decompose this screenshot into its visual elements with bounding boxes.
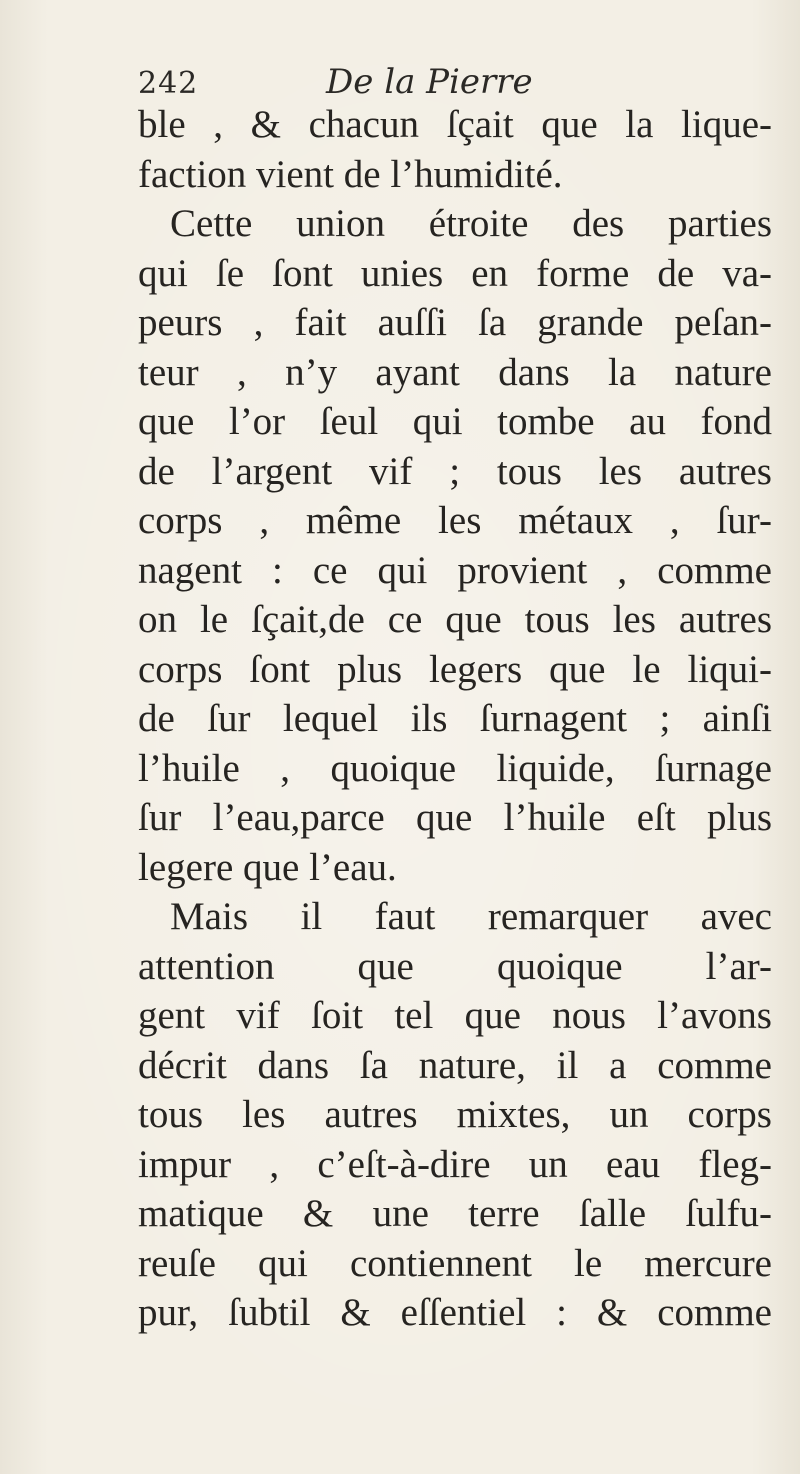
text-line: ſur l’eau,parce que l’huile eſt plus bbox=[138, 796, 772, 839]
body-text bbox=[138, 100, 772, 1338]
text-line: legere que l’eau. bbox=[138, 845, 397, 889]
text-line: impur , c’eſt-à-dire un eau fleg- bbox=[138, 1142, 772, 1186]
text-line: attention que quoique l’ar- bbox=[138, 944, 772, 988]
text-line: matique & une terre ſalle ſulfu- bbox=[138, 1192, 772, 1235]
text-line: l’huile , quoique liquide, ſurnage bbox=[138, 746, 772, 790]
text-line: corps ſont plus legers que le liqui- bbox=[138, 647, 772, 691]
text-line: de ſur lequel ils ſurnagent ; ainſi bbox=[138, 697, 772, 740]
text-line: tous les autres mixtes, un corps bbox=[138, 1093, 772, 1136]
text-line: peurs , fait auſſi ſa grande peſan- bbox=[138, 301, 772, 344]
text-line: que l’or ſeul qui tombe au fond bbox=[138, 400, 772, 443]
text-line: qui ſe ſont unies en forme de va- bbox=[138, 251, 772, 295]
text-line: Cette union étroite des parties bbox=[170, 202, 772, 245]
text-line: reuſe qui contiennent le mercure bbox=[138, 1241, 772, 1285]
text-line: gent vif ſoit tel que nous l’avons bbox=[138, 994, 772, 1037]
text-line: pur, ſubtil & eſſentiel : & comme bbox=[138, 1291, 772, 1334]
text-line: on le ſçait,de ce que tous les autres bbox=[138, 598, 772, 641]
text-line: corps , même les métaux , ſur- bbox=[138, 499, 772, 542]
text-line: Mais il faut remarquer avec bbox=[170, 895, 772, 938]
text-line: nagent : ce qui provient , comme bbox=[138, 548, 772, 592]
text-line: faction vient de l’humidité. bbox=[138, 152, 563, 196]
text-line: décrit dans ſa nature, il a comme bbox=[138, 1043, 772, 1087]
text-line: de l’argent vif ; tous les autres bbox=[138, 449, 772, 493]
running-title: De la Pierre bbox=[326, 62, 533, 102]
text-line: ble , & chacun ſçait que la lique- bbox=[138, 103, 772, 146]
text-line: teur , n’y ayant dans la nature bbox=[138, 350, 772, 394]
page-number: 242 bbox=[138, 66, 199, 101]
